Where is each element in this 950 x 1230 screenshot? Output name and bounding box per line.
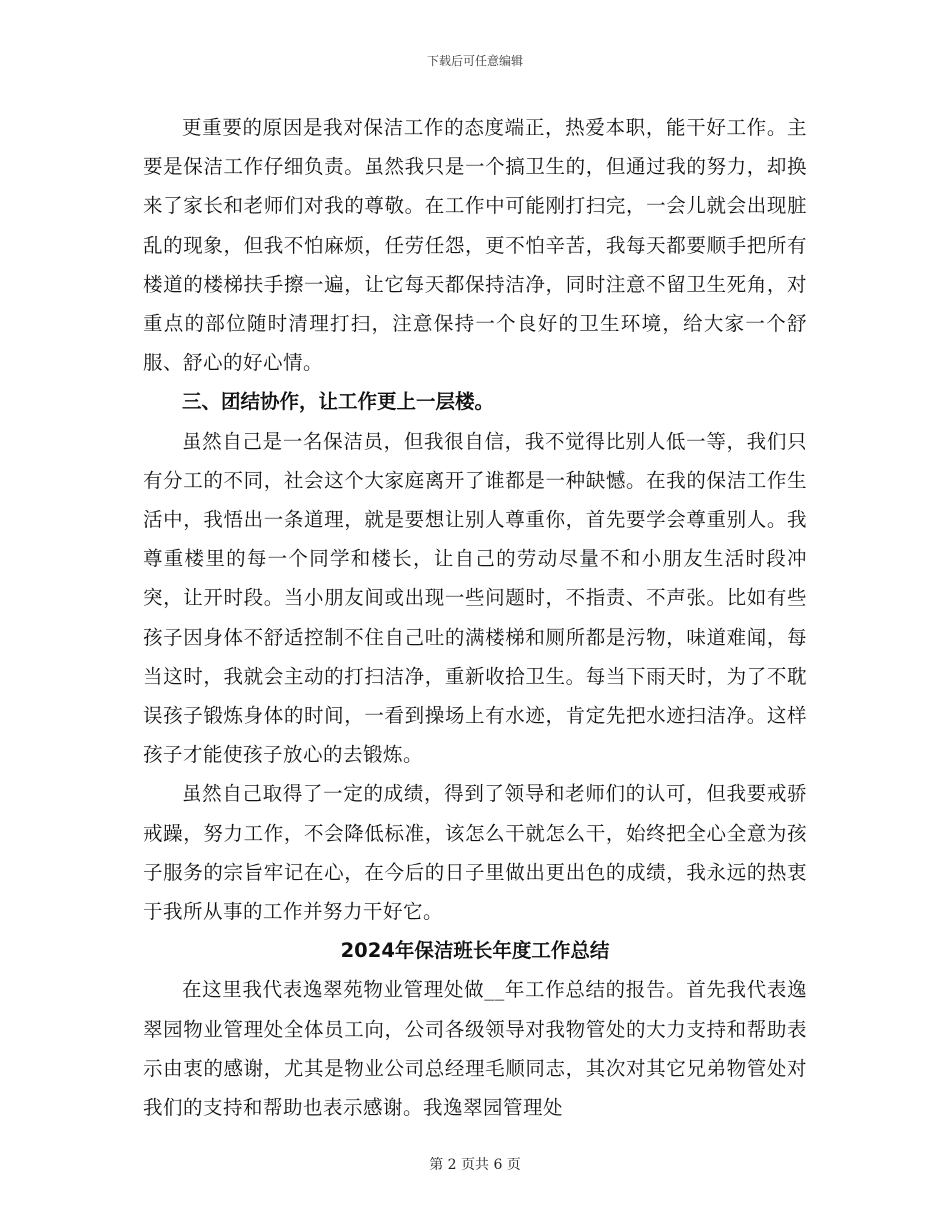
- paragraph-achievements: 虽然自己取得了一定的成绩，得到了领导和老师们的认可，但我要戒骄戒躁，努力工作，不会降低标准，该怎么干就怎么干，始终把全心全意为孩子服务的宗旨牢记在心，在今后的日子里做出更出色的成绩，我永远的热衷于我所从事的工作并努力干好它。: [143, 782, 807, 924]
- section-heading-teamwork: 三、团结协作，让工作更上一层楼。: [182, 390, 495, 414]
- document-title: 2024年保洁班长年度工作总结: [340, 939, 610, 963]
- page-footer: 第 2 页共 6 页: [429, 1157, 521, 1173]
- paragraph-attitude: 更重要的原因是我对保洁工作的态度端正，热爱本职，能干好工作。主要是保洁工作仔细负责。虽然我只是一个搞卫生的，但通过我的努力，却换来了家长和老师们对我的尊敬。在工作中可能刚打扫完，一会儿就会出现脏乱的现象，但我不怕麻烦，任劳任怨，更不怕辛苦，我每天都要顺手把所有楼道的楼梯扶手擦一遍，让它每天都保持洁净，同时注意不留卫生死角，对重点的部位随时清理打扫，注意保持一个良好的卫生环境，给大家一个舒服、舒心的好心情。: [143, 116, 807, 375]
- document-body: [143, 108, 807, 1127]
- paragraph-respect: 虽然自己是一名保洁员，但我很自信，我不觉得比别人低一等，我们只有分工的不同，社会这个大家庭离开了谁都是一种缺憾。在我的保洁工作生活中，我悟出一条道理，就是要想让别人尊重你，首先要学会尊重别人。我尊重楼里的每一个同学和楼长，让自己的劳动尽量不和小朋友生活时段冲突，让开时段。当小朋友间或出现一些问题时，不指责、不声张。比如有些孩子因身体不舒适控制不住自己吐的满楼梯和厕所都是污物，味道难闻，每当这时，我就会主动的打扫洁净，重新收拾卫生。每当下雨天时，为了不耽误孩子锻炼身体的时间，一看到操场上有水迹，肯定先把水迹扫洁净。这样孩子才能使孩子放心的去锻炼。: [143, 429, 807, 767]
- paragraph-report-intro: 在这里我代表逸翠苑物业管理处做__年工作总结的报告。首先我代表逸翠园物业管理处全体员工向，公司各级领导对我物管处的大力支持和帮助表示由衷的感谢，尤其是物业公司总经理毛顺同志，其次对其它兄弟物管处对我们的支持和帮助也表示感谢。我逸翠园管理处: [143, 978, 807, 1120]
- page-header: 下载后可任意编辑: [426, 54, 523, 68]
